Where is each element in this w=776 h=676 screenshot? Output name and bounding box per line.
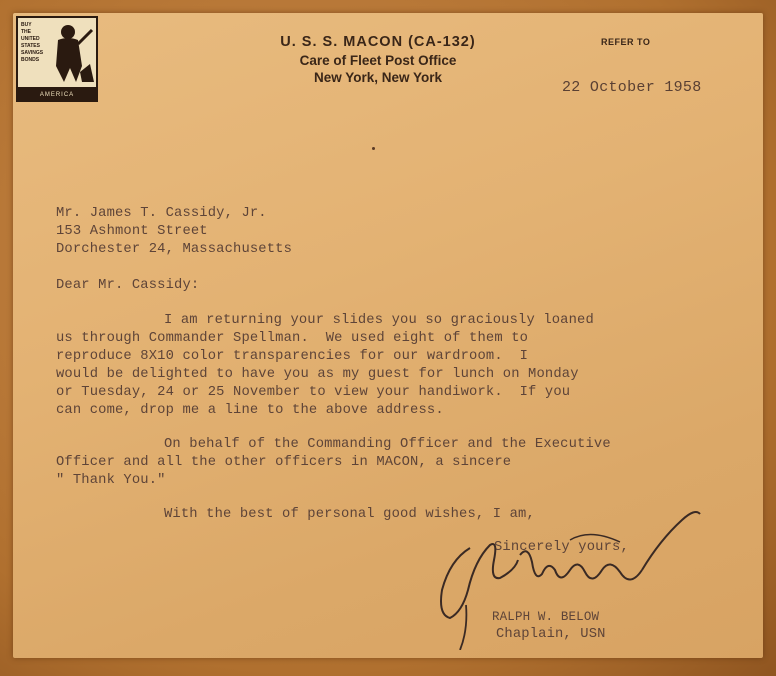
body-line: Officer and all the other officers in MACON, a sincere [56,455,512,470]
body-line: I am returning your slides you so graciously loaned [164,313,594,328]
signer-title: Chaplain, USN [496,627,606,642]
seal-footer: AMERICA [39,92,75,98]
body-line: us through Commander Spellman. We used eight of them to [56,331,529,346]
savings-bond-seal [16,16,98,102]
letter-date: 22 October 1958 [562,79,702,96]
ship-name: U. S. S. MACON (CA-132) [280,34,476,50]
body-line: can come, drop me a line to the above address. [56,403,444,418]
address-line: Mr. James T. Cassidy, Jr. [56,206,267,221]
body-line: reproduce 8X10 color transparencies for our wardroom. I [56,349,529,364]
body-line: or Tuesday, 24 or 25 November to view your handiwork. If you [56,385,571,400]
city-state: New York, New York [313,70,443,85]
complimentary-close: Sincerely yours, [494,540,629,555]
body-line: would be delighted to have you as my guest for lunch on Monday [56,367,579,382]
minuteman-figure-icon [46,22,96,86]
address-line: 153 Ashmont Street [56,224,208,239]
body-line: On behalf of the Commanding Officer and the Executive [164,437,611,452]
refer-to-label: REFER TO [601,37,651,47]
paper-speck [372,147,375,150]
fleet-post-office: Care of Fleet Post Office [299,53,457,68]
seal-text: BUY THE UNITED STATES SAVINGS BONDS [21,22,44,63]
letterhead [200,33,556,86]
address-line: Dorchester 24, Massachusetts [56,242,293,257]
closing-wishes: With the best of personal good wishes, I am, [164,507,535,522]
body-line: " Thank You." [56,473,166,488]
signer-name: RALPH W. BELOW [492,610,600,624]
salutation: Dear Mr. Cassidy: [56,278,200,293]
